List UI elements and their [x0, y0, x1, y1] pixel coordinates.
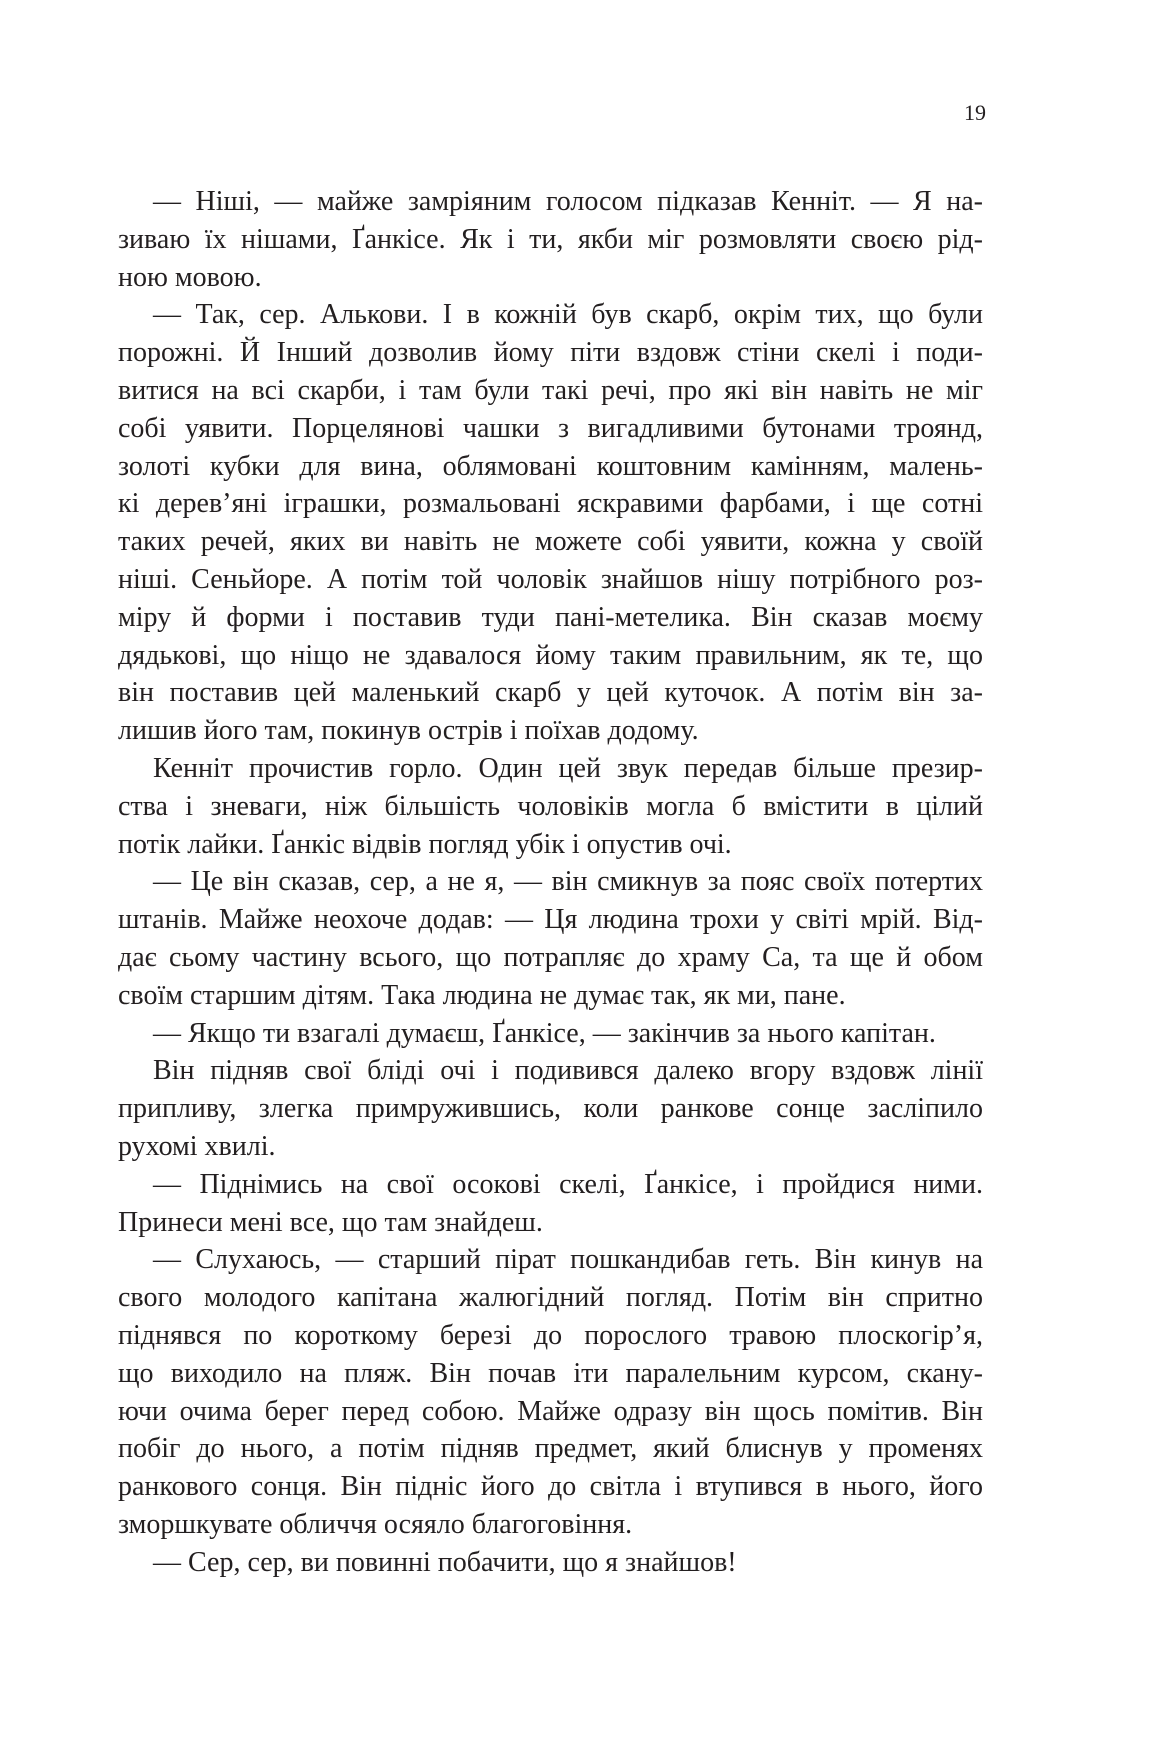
text-line: ючи очима берег перед собою. Майже одразу він щось помітив. Він	[118, 1395, 983, 1427]
text-line: піднявся по короткому березі до порослого травою плоскогір’я,	[118, 1319, 983, 1351]
text-line: — Піднімись на свої осокові скелі, Ґанкісе, і пройдися ними.	[153, 1168, 983, 1200]
text-line: — Слухаюсь, — старший пірат пошкандибав геть. Він кинув на	[153, 1244, 983, 1276]
text-line: порожні. Й Інший дозволив йому піти вздовж стіни скелі і поди-	[118, 337, 983, 369]
text-line: він поставив цей маленький скарб у цей куточок. А потім він за-	[118, 677, 983, 709]
page-number: 19	[964, 100, 986, 125]
text-line: побіг до нього, а потім підняв предмет, який блиснув у променях	[118, 1433, 983, 1465]
text-line: Кенніт прочистив горло. Один цей звук передав більше презир-	[153, 752, 983, 784]
text-line: ранкового сонця. Він підніс його до світла і втупився в нього, його	[118, 1471, 983, 1503]
text-line: зиваю їх нішами, Ґанкісе. Як і ти, якби міг розмовляти своєю рід-	[118, 223, 983, 255]
text-line: своїм старшим дітям. Така людина не думає так, як ми, пане.	[118, 979, 846, 1011]
text-line: потік лайки. Ґанкіс відвів погляд убік і опустив очі.	[118, 828, 732, 860]
text-line: міру й форми і поставив туди пані-метелика. Він сказав моєму	[118, 601, 983, 633]
text-line: дає сьому частину всього, що потрапляє до храму Са, та ще й обом	[118, 941, 983, 973]
text-line: кі дерев’яні іграшки, розмальовані яскравими фарбами, і ще сотні	[118, 488, 983, 520]
text-line: свого молодого капітана жалюгідний погляд. Потім він спритно	[118, 1282, 983, 1314]
text-line: рухомі хвилі.	[118, 1130, 276, 1162]
text-line: Принеси мені все, що там знайдеш.	[118, 1206, 543, 1238]
text-line: Він підняв свої бліді очі і подивився далеко вгору вздовж лінії	[153, 1055, 983, 1087]
text-line: штанів. Майже неохоче додав: — Ця людина трохи у світі мрій. Від-	[118, 904, 983, 936]
text-line: золоті кубки для вина, облямовані коштовним камінням, малень-	[118, 450, 983, 482]
text-line: ніші. Сеньйоре. А потім той чоловік знайшов нішу потрібного роз-	[118, 563, 983, 595]
text-line: — Сер, сер, ви повинні побачити, що я знайшов!	[153, 1546, 737, 1578]
body-text	[118, 183, 983, 1581]
text-line: ною мовою.	[118, 261, 262, 293]
text-line: таких речей, яких ви навіть не можете собі уявити, кожна у своїй	[118, 526, 983, 558]
text-line: собі уявити. Порцелянові чашки з вигадливими бутонами троянд,	[118, 412, 983, 444]
text-line: — Якщо ти взагалі думаєш, Ґанкісе, — закінчив за нього капітан.	[153, 1017, 936, 1049]
text-line: — Так, сер. Алькови. І в кожній був скарб, окрім тих, що були	[153, 299, 983, 331]
text-line: лишив його там, покинув острів і поїхав додому.	[118, 715, 699, 747]
text-line: — Це він сказав, сер, а не я, — він смикнув за пояс своїх потертих	[153, 866, 983, 898]
text-line: — Ніші, — майже замріяним голосом підказав Кенніт. — Я на-	[153, 186, 983, 217]
text-line: зморшкувате обличчя осяяло благоговіння.	[118, 1508, 633, 1540]
text-line: дядькові, що ніщо не здавалося йому таким правильним, як те, що	[118, 639, 983, 671]
text-line: припливу, злегка примружившись, коли ранкове сонце засліпило	[118, 1093, 983, 1125]
text-line: ства і зневаги, ніж більшість чоловіків могла б вмістити в цілий	[118, 790, 983, 822]
text-line: витися на всі скарби, і там були такі речі, про які він навіть не міг	[118, 374, 983, 406]
text-line: що виходило на пляж. Він почав іти паралельним курсом, скану-	[118, 1357, 983, 1389]
